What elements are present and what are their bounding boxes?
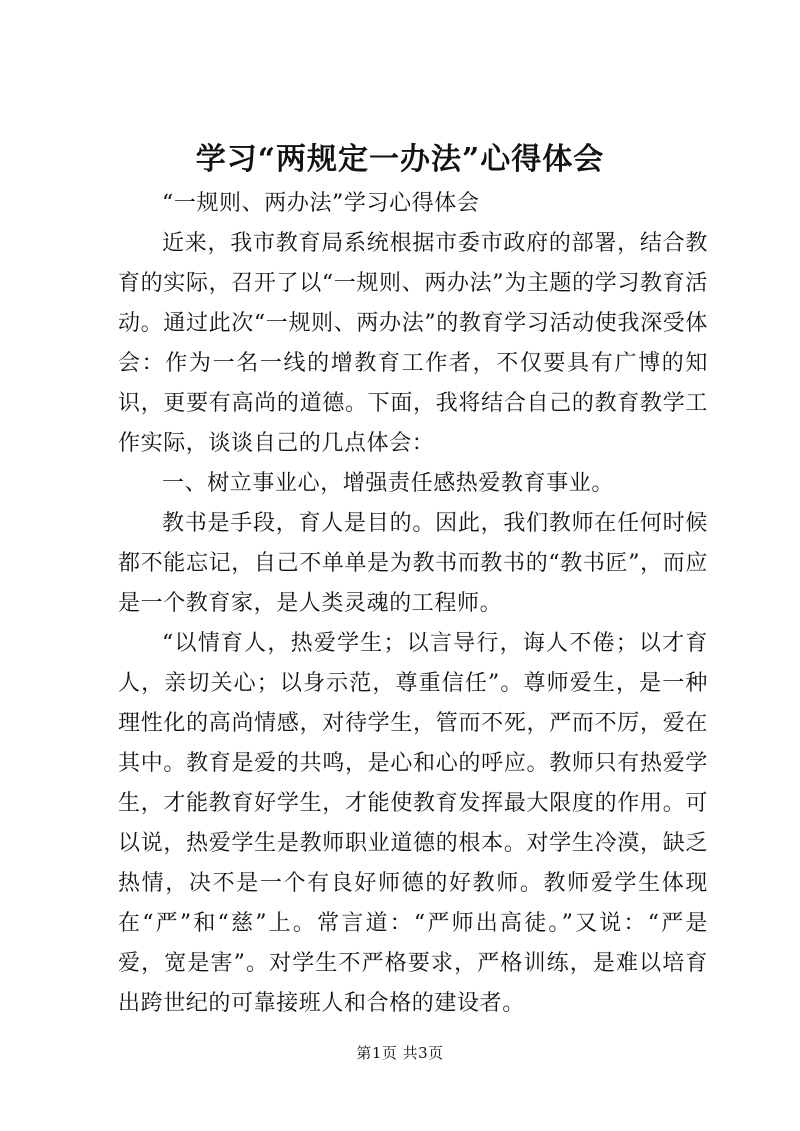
page-footer: 第1页 共3页: [356, 1044, 444, 1062]
paragraph-teaching: 教书是手段，育人是目的。因此，我们教师在任何时候都不能忘记，自己不单单是为教书而教书的“教书匠”，而应是一个教育家，是人类灵魂的工程师。: [118, 511, 708, 616]
paragraph-love-students: “以情育人，热爱学生；以言导行，诲人不倦；以才育人，亲切关心；以身示范，尊重信任”。尊师爱生，是一种理性化的高尚情感，对待学生，管而不死，严而不厉，爱在其中。教育是爱的共鸣，是心和心的呼应。教师只有热爱学生，才能教育好学生，才能使教育发挥最大限度的作用。可以说，热爱学生是教师职业道德的根本。对学生冷漠，缺乏热情，决不是一个有良好师德的好教师。教师爱学生体现在“严”和“慈”上。常言道：“严师出高徒。”又说：“严是爱，宽是害”。对学生不严格要求，严格训练，是难以培育出跨世纪的可靠接班人和合格的建设者。: [118, 631, 708, 1016]
document-title: 学习“两规定一办法”心得体会: [195, 142, 605, 177]
paragraph-subtitle: “一规则、两办法”学习心得体会: [162, 191, 480, 216]
paragraph-heading-1: 一、树立事业心，增强责任感热爱教育事业。: [162, 471, 615, 496]
document-body: [118, 184, 708, 1024]
paragraph-intro: 近来，我市教育局系统根据市委市政府的部署，结合教育的实际，召开了以“一规则、两办法”为主题的学习教育活动。通过此次“一规则、两办法”的教育学习活动使我深受体会：作为一名一线的增教育工作者，不仅要具有广博的知识，更要有高尚的道德。下面，我将结合自己的教育教学工作实际，谈谈自己的几点体会：: [118, 231, 708, 456]
